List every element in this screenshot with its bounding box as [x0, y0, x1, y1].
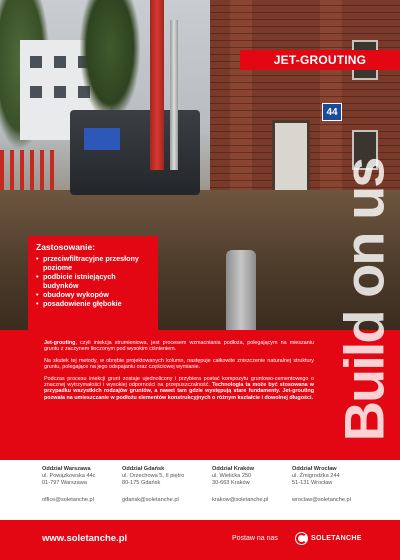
applications-box [28, 236, 158, 332]
office-name: Oddział Wrocław [292, 466, 337, 472]
bold-text: Technologia ta może być stosowana w przypadku wszystkich rodzajów gruntów, a nawet tam gdzie występują stare fundamenty. Jet-grouting pozwala na umieszczanie w podłożu elementów konstrukcyjnych o różnym kształcie i dowolnej długości. [44, 382, 314, 401]
paragraph [44, 340, 314, 353]
tree [80, 0, 140, 120]
list-item: • podbicie istniejących budynków [36, 272, 152, 290]
office-street: ul. Orzechowa 5, II piętro [122, 472, 185, 479]
office-email[interactable]: krakow@soletanche.pl [212, 497, 269, 503]
office-city: 51-131 Wrocław [292, 479, 333, 486]
list-item: • obudowy wykopów [36, 290, 152, 299]
footer [0, 520, 400, 560]
office-name: Oddział Warszawa [42, 466, 91, 472]
drilling-machine [70, 110, 200, 195]
soletanche-logo-icon [295, 532, 308, 545]
office-email[interactable]: wroclaw@soletanche.pl [292, 497, 351, 503]
drilling-mast [150, 0, 164, 170]
office-krakow [212, 466, 292, 503]
paragraph [44, 376, 314, 402]
office-city: 30-663 Kraków [212, 479, 250, 486]
office-street: ul. Powązkowska 44c [42, 472, 96, 479]
office-name: Oddział Kraków [212, 466, 254, 472]
office-email[interactable]: gdansk@soletanche.pl [122, 497, 179, 503]
office-city: 80-175 Gdańsk [122, 479, 161, 486]
house-number-plate: 44 [322, 103, 342, 121]
office-city: 01-797 Warszawa [42, 479, 87, 486]
machine-container [84, 128, 120, 150]
footer-tagline: Postaw na nas [232, 535, 278, 542]
office-street: ul. Wielicka 250 [212, 472, 252, 479]
list-item: • przeciwfiltracyjne przesłony poziome [36, 254, 152, 272]
body-text [44, 340, 314, 406]
page-title: JET-GROUTING [240, 50, 400, 70]
office-warszawa [42, 466, 122, 503]
soletanche-logo: SOLETANCHE [311, 535, 362, 542]
applications-title: Zastosowanie: [36, 242, 96, 252]
office-gdansk [122, 466, 202, 503]
office-street: ul. Żmigrodzka 244 [292, 472, 340, 479]
office-wroclaw [292, 466, 372, 503]
paragraph-text: Podczas procesu iniekcji grunt zostaje ujednolicony i przybiera postać kompozytu gruntowo-cementowego o znacznej wytrzymałości i wysokiej odporności na przepuszczalność. [44, 375, 314, 389]
slogan-text: Build on us [332, 158, 396, 442]
drill-rod [170, 20, 178, 170]
paragraph: Na skutek tej metody, w obrębie projektowanych kolumn, następuje całkowite zniszczenie naturalnej struktury gruntu, polegające na jego odspajaniu oraz częściowej wymianie. [44, 357, 314, 371]
office-name: Oddział Gdańsk [122, 466, 165, 472]
safety-fence [0, 150, 60, 190]
applications-list [36, 254, 152, 308]
paragraph-text: , czyli iniekcja strumieniowa, jest procesem wzmacniania podłoża, polegającym na mieszaniu gruntu z zaczynem tłoczonym pod wysokim ciśnieniem. [44, 340, 314, 353]
bold-term: Jet-grouting [44, 340, 76, 346]
list-item: • posadowienie głębokie [36, 299, 152, 308]
offices-section [0, 460, 400, 520]
office-email[interactable]: office@soletanche.pl [42, 497, 94, 503]
jet-grout-column [226, 250, 256, 330]
website-link[interactable]: www.soletanche.pl [42, 533, 128, 544]
slogan [332, 145, 396, 455]
